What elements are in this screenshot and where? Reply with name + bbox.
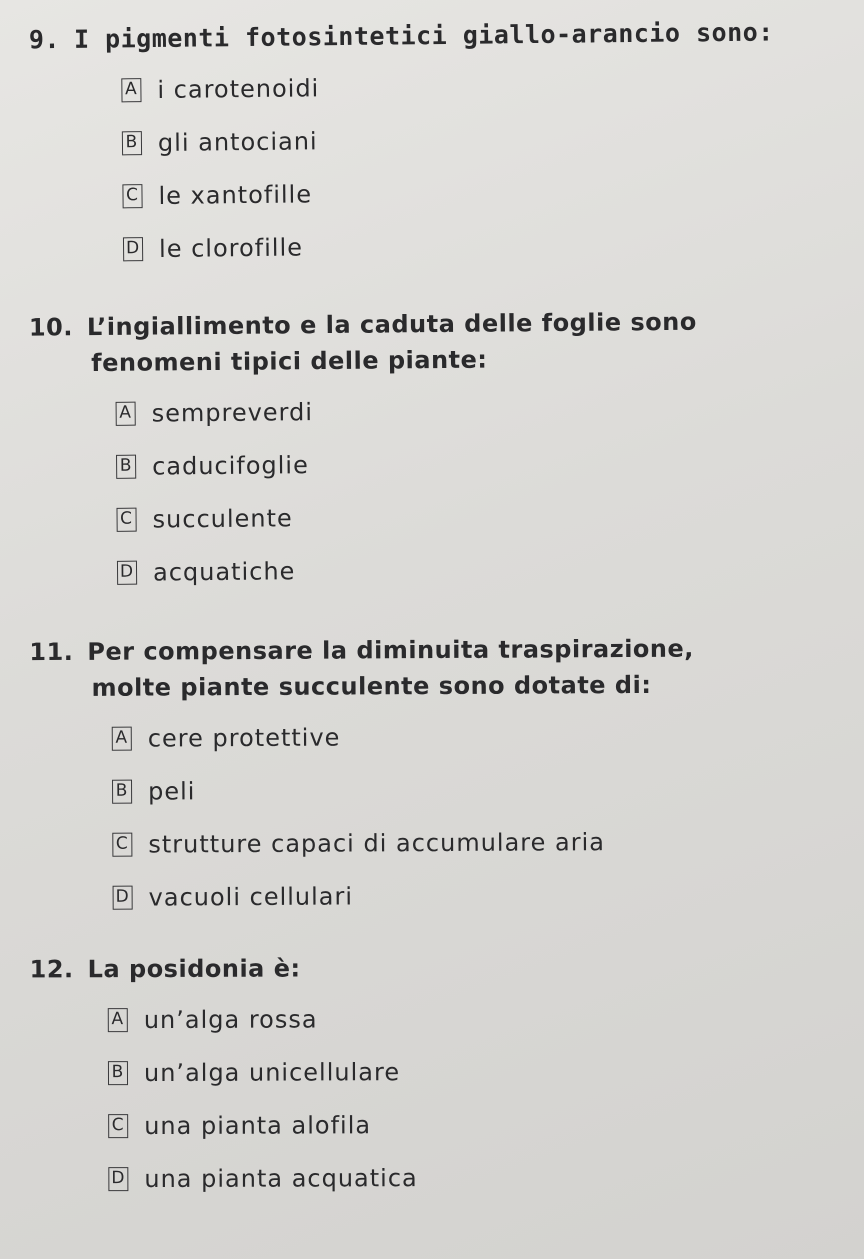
question-number: 12. (29, 955, 74, 984)
question-number: 10. (28, 313, 74, 342)
option-letter-box: B (112, 779, 132, 803)
option-text: peli (147, 776, 196, 806)
option-letter-box: C (108, 1114, 128, 1138)
option-b[interactable] (108, 1044, 850, 1100)
option-letter-box: D (113, 885, 133, 909)
option-text: le clorofille (158, 232, 304, 263)
option-letter-box: B (116, 454, 136, 478)
option-text: vacuoli cellulari (148, 881, 354, 912)
option-d[interactable] (123, 215, 852, 276)
question-11-heading-cont (29, 666, 849, 706)
question-text: La posidonia è: (87, 954, 301, 984)
option-b[interactable] (112, 761, 850, 818)
question-11-heading (29, 630, 849, 670)
option-letter-box: C (122, 184, 142, 208)
answer-options (121, 56, 851, 276)
option-a[interactable] (115, 380, 849, 439)
option-letter-box: C (116, 507, 136, 531)
option-b[interactable] (116, 433, 850, 492)
option-letter-box: B (122, 131, 142, 155)
option-b[interactable] (122, 109, 851, 170)
question-10 (29, 302, 851, 599)
option-text: i carotenoidi (157, 73, 320, 104)
option-text: acquatiche (152, 556, 296, 587)
option-a[interactable] (112, 708, 850, 765)
option-letter-box: B (108, 1061, 128, 1085)
option-c[interactable] (116, 486, 850, 545)
question-12-heading (30, 949, 850, 988)
question-9 (29, 14, 852, 277)
option-text: gli antociani (157, 126, 318, 157)
question-text-line-2: fenomeni tipici delle piante: (91, 345, 488, 378)
answer-options (115, 380, 851, 598)
question-text-line-2: molte piante succulente sono dotate di: (91, 670, 652, 702)
option-text: un’alga rossa (143, 1004, 318, 1034)
question-text-line-1: L’ingiallimento e la caduta delle foglie sono (86, 307, 697, 342)
option-letter-box: D (117, 560, 137, 584)
option-letter-box: D (108, 1167, 128, 1191)
answer-options (108, 991, 851, 1206)
option-text: le xantofille (158, 179, 313, 210)
option-a[interactable] (108, 991, 850, 1047)
question-text-line-1: Per compensare la diminuita traspirazione, (87, 634, 694, 666)
option-text: caducifoglie (151, 450, 309, 481)
option-c[interactable] (122, 162, 851, 223)
option-c[interactable] (108, 1097, 850, 1153)
option-text: un’alga unicellulare (143, 1057, 401, 1087)
question-number: 9. (28, 24, 61, 55)
option-letter-box: A (116, 401, 136, 425)
question-10-heading-cont (29, 338, 849, 381)
answer-options (112, 708, 851, 924)
question-9-heading (29, 14, 849, 59)
option-d[interactable] (112, 867, 850, 924)
question-text: I pigmenti fotosintetici giallo-arancio sono: (73, 17, 774, 54)
option-text: cere protettive (147, 723, 341, 753)
option-letter-box: D (123, 237, 143, 261)
option-letter-box: A (121, 78, 141, 102)
option-letter-box: A (108, 1008, 128, 1032)
question-11 (29, 630, 851, 924)
option-letter-box: A (112, 726, 132, 750)
question-12 (30, 949, 851, 1206)
option-c[interactable] (112, 814, 850, 871)
option-text: strutture capaci di accumulare aria (148, 827, 606, 859)
option-text: sempreverdi (151, 397, 314, 428)
option-text: una pianta acquatica (144, 1163, 418, 1193)
option-text: succulente (152, 503, 293, 534)
option-d[interactable] (117, 539, 851, 598)
option-letter-box: C (112, 832, 132, 856)
option-d[interactable] (108, 1150, 850, 1206)
question-number: 11. (29, 637, 74, 667)
option-text: una pianta alofila (144, 1110, 372, 1140)
option-a[interactable] (121, 56, 850, 117)
